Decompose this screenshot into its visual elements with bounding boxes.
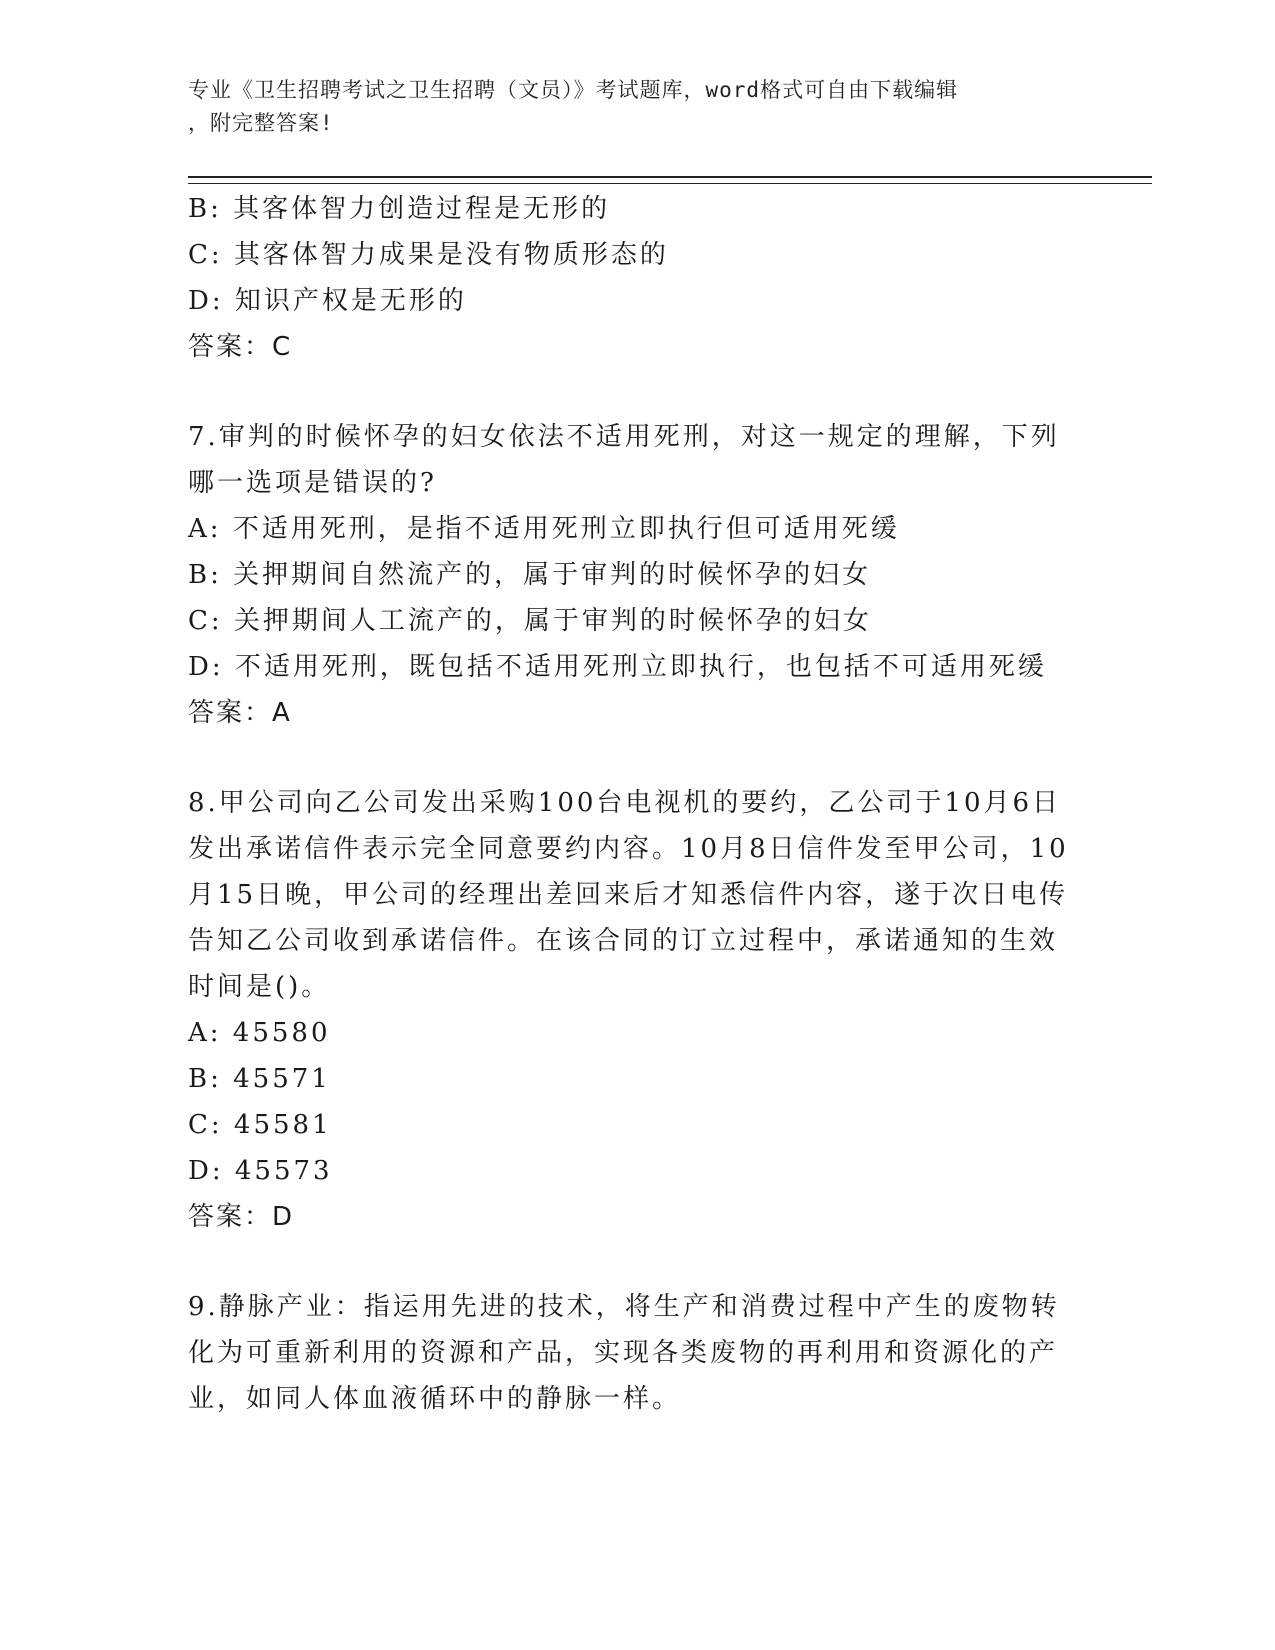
header-divider bbox=[188, 176, 1152, 184]
question-8 bbox=[188, 780, 1088, 1240]
question-7 bbox=[188, 414, 1088, 736]
q7-option-d: D: 不适用死刑，既包括不适用死刑立即执行，也包括不可适用死缓 bbox=[188, 652, 1047, 682]
q9-stem-line-3: 业，如同人体血液循环中的静脉一样。 bbox=[188, 1384, 682, 1414]
question-9 bbox=[188, 1284, 1088, 1422]
q7-option-c: C: 关押期间人工流产的，属于审判的时候怀孕的妇女 bbox=[188, 606, 872, 636]
q8-stem-line-1: 8.甲公司向乙公司发出采购100台电视机的要约，乙公司于10月6日 bbox=[188, 788, 1062, 818]
q6-option-b: B: 其客体智力创造过程是无形的 bbox=[188, 194, 611, 224]
q8-stem-line-5: 时间是()。 bbox=[188, 972, 331, 1002]
q7-option-a: A: 不适用死刑，是指不适用死刑立即执行但可适用死缓 bbox=[188, 514, 900, 544]
q8-option-a: A: 45580 bbox=[188, 1018, 331, 1048]
q8-stem-line-2: 发出承诺信件表示完全同意要约内容。10月8日信件发至甲公司，10 bbox=[188, 834, 1069, 864]
q6-answer: 答案：C bbox=[188, 332, 293, 362]
q7-stem-line-2: 哪一选项是错误的? bbox=[188, 468, 437, 498]
q8-answer: 答案：D bbox=[188, 1202, 295, 1232]
q9-stem-line-2: 化为可重新利用的资源和产品，实现各类废物的再利用和资源化的产 bbox=[188, 1338, 1059, 1368]
q8-option-c: C: 45581 bbox=[188, 1110, 332, 1140]
q7-option-b: B: 关押期间自然流产的，属于审判的时候怀孕的妇女 bbox=[188, 560, 872, 590]
q6-option-c: C: 其客体智力成果是没有物质形态的 bbox=[188, 240, 669, 270]
q8-stem-line-3: 月15日晚，甲公司的经理出差回来后才知悉信件内容，遂于次日电传 bbox=[188, 880, 1069, 910]
question-6-tail bbox=[188, 186, 1088, 370]
q7-answer: 答案：A bbox=[188, 698, 292, 728]
q8-option-d: D: 45573 bbox=[188, 1156, 333, 1186]
q8-option-b: B: 45571 bbox=[188, 1064, 331, 1094]
q7-stem-line-1: 7.审判的时候怀孕的妇女依法不适用死刑，对这一规定的理解，下列 bbox=[188, 422, 1060, 452]
header-line-2: ，附完整答案! bbox=[188, 111, 334, 135]
page-header bbox=[188, 74, 1068, 140]
header-line-1: 专业《卫生招聘考试之卫生招聘（文员）》考试题库，word格式可自由下载编辑 bbox=[188, 78, 959, 102]
document-body bbox=[188, 186, 1088, 1422]
q8-stem-line-4: 告知乙公司收到承诺信件。在该合同的订立过程中，承诺通知的生效 bbox=[188, 926, 1059, 956]
q6-option-d: D: 知识产权是无形的 bbox=[188, 286, 467, 316]
q9-stem-line-1: 9.静脉产业：指运用先进的技术，将生产和消费过程中产生的废物转 bbox=[188, 1292, 1060, 1322]
